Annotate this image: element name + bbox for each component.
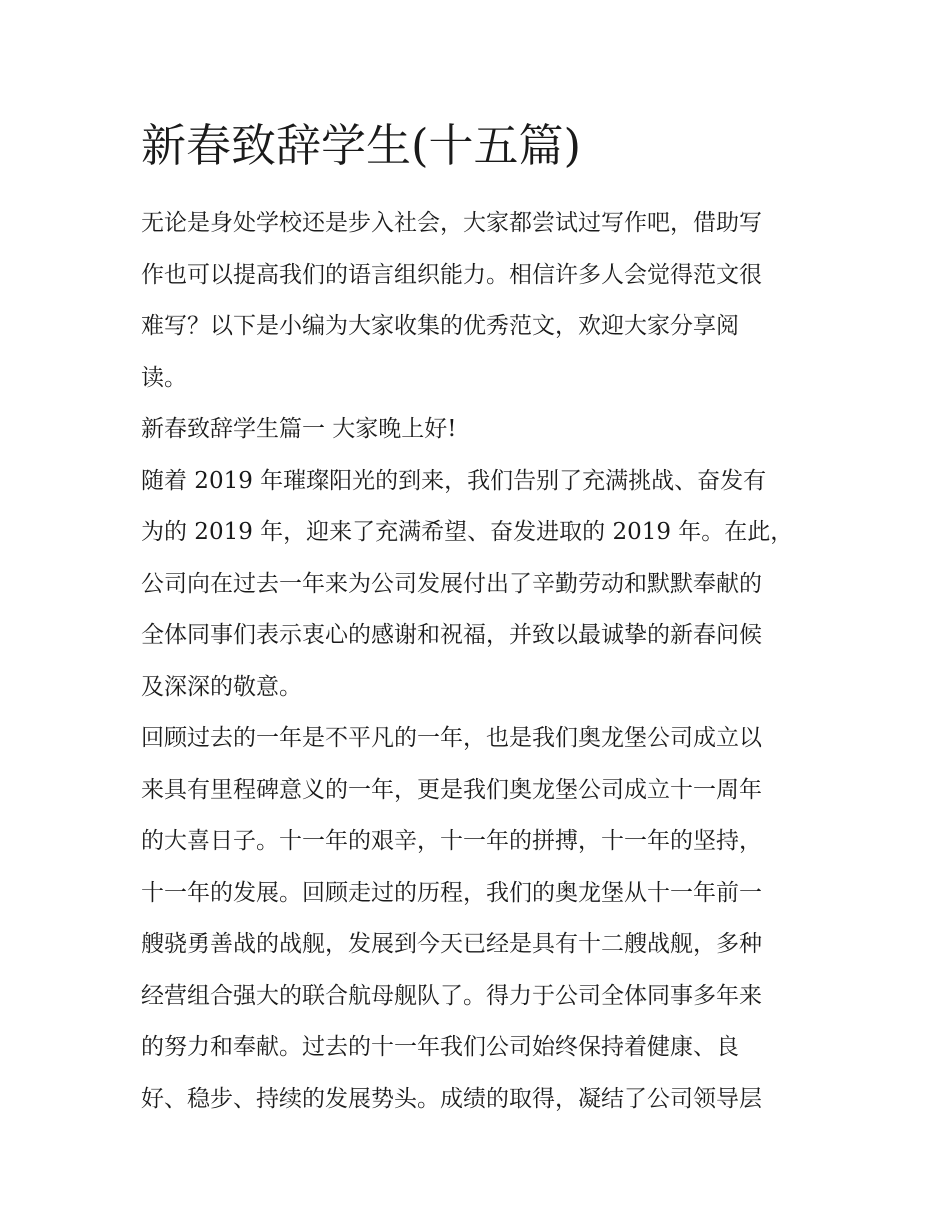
body-line: 的努力和奉献。过去的十一年我们公司始终保持着健康、良 — [141, 1034, 739, 1060]
body-line: 作也可以提高我们的语言组织能力。相信许多人会觉得范文很 — [141, 261, 762, 288]
body-line: 艘骁勇善战的战舰，发展到今天已经是具有十二艘战舰，多种 — [141, 931, 762, 957]
body-line: 的大喜日子。十一年的艰辛，十一年的拼搏，十一年的坚持， — [141, 828, 762, 854]
body-line: 读。 — [141, 364, 187, 391]
body-line: 无论是身处学校还是步入社会，大家都尝试过写作吧，借助写 — [141, 210, 762, 236]
body-line: 随着 2019 年璀璨阳光的到来，我们告别了充满挑战、奋发有 — [141, 467, 767, 494]
body-line: 公司向在过去一年来为公司发展付出了辛勤劳动和默默奉献的 — [141, 570, 762, 597]
section-heading: 新春致辞学生篇一 大家晚上好! — [141, 416, 457, 442]
body-line: 为的 2019 年，迎来了充满希望、奋发进取的 2019 年。在此， — [141, 519, 794, 545]
body-line: 全体同事们表示衷心的感谢和祝福，并致以最诚挚的新春问候 — [141, 622, 762, 648]
body-line: 经营组合强大的联合航母舰队了。得力于公司全体同事多年来 — [141, 982, 762, 1009]
body-line: 及深深的敬意。 — [141, 673, 302, 700]
body-line: 十一年的发展。回顾走过的历程，我们的奥龙堡从十一年前一 — [141, 879, 762, 906]
body-line: 回顾过去的一年是不平凡的一年，也是我们奥龙堡公司成立以 — [141, 725, 762, 751]
body-line: 好、稳步、持续的发展势头。成绩的取得，凝结了公司领导层 — [141, 1085, 762, 1112]
document-body — [141, 198, 821, 1125]
body-line: 来具有里程碑意义的一年，更是我们奥龙堡公司成立十一周年 — [141, 776, 762, 803]
body-line: 难写？以下是小编为大家收集的优秀范文，欢迎大家分享阅 — [141, 313, 739, 339]
document-title: 新春致辞学生(十五篇) — [141, 119, 582, 172]
